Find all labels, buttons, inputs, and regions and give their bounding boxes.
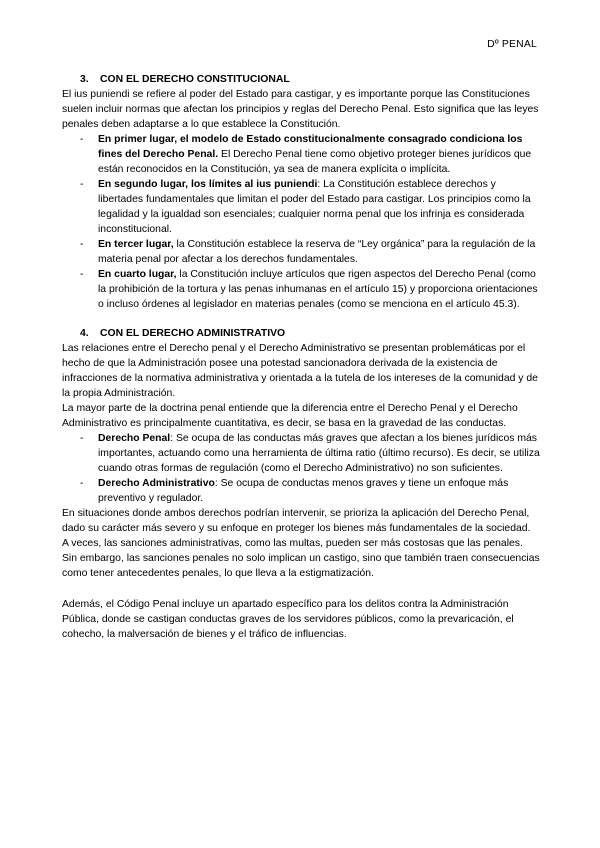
item-text: : La Constitución establece derechos y libertades fundamentales que limitan el poder del Estado para castigar. Los principios como la legalidad y la igualdad son esenciales; cualquier norma penal que los infrinja es considerada inconstitucional. <box>98 179 531 235</box>
item-text: : Se ocupa de conductas menos graves y tiene un enfoque más preventivo y regulador. <box>98 478 509 504</box>
item-bold: Derecho Administrativo <box>98 478 215 489</box>
section-3-heading <box>62 72 540 87</box>
section-4-list <box>62 431 540 506</box>
section-4-item-2 <box>62 476 540 506</box>
section-4-number: 4. <box>80 328 89 339</box>
item-text: la Constitución establece la reserva de “Ley orgánica” para la regulación de la materia penal por afectar a los derechos fundamentales. <box>98 239 536 265</box>
document-body <box>62 72 540 642</box>
section-4-paragraph-4: A veces, las sanciones administrativas, como las multas, pueden ser más costosas que las penales. Sin embargo, las sanciones penales no solo implican un castigo, sino que también traen consecuencias como tener antecedentes penales, lo que lleva a la estigmatización. <box>62 538 540 579</box>
section-3-intro: El ius puniendi se refiere al poder del Estado para castigar, y es importante porque las Constituciones suelen incluir normas que afectan los principios y reglas del Derecho Penal. Esto significa que las leyes penales deben adaptarse a lo que establece la Constitución. <box>62 89 539 130</box>
section-4-paragraph-1: Las relaciones entre el Derecho penal y el Derecho Administrativo se presentan problemáticas por el hecho de que la Administración posee una potestad sancionadora derivada de la existencia de infracciones de la normativa administrativa y orientada a la tutela de los intereses de la comunidad y de la propia Administración. <box>62 343 538 399</box>
section-3-item-4 <box>62 267 540 312</box>
item-bold: En segundo lugar, los límites al ius puniendi <box>98 179 318 190</box>
item-bold: En primer lugar, el modelo de Estado constitucionalmente consagrado condiciona los fines del Derecho Penal. <box>98 134 523 160</box>
section-4-heading <box>62 326 540 341</box>
item-text: la Constitución incluye artículos que rigen aspectos del Derecho Penal (como la prohibición de la tortura y las penas inhumanas en el artículo 15) y proporciona orientaciones o incluso órdenes al legislador en materias penales (como se menciona en el artículo 45.3). <box>98 269 538 310</box>
item-bold: En tercer lugar, <box>98 239 174 250</box>
item-text: : Se ocupa de las conductas más graves que afectan a los bienes jurídicos más importantes, actuando como una herramienta de última ratio (último recurso). Es decir, se utiliza cuando otras formas de regulación (como el Derecho Administrativo) no son suficientes. <box>98 433 540 474</box>
section-4-title: CON EL DERECHO ADMINISTRATIVO <box>100 328 286 339</box>
section-3-item-2 <box>62 177 540 237</box>
section-3-title: CON EL DERECHO CONSTITUCIONAL <box>100 74 290 85</box>
section-4-paragraph-5: Además, el Código Penal incluye un apartado específico para los delitos contra la Administración Pública, donde se castigan conductas graves de los servidores públicos, como la prevaricación, el cohecho, la malversación de bienes y el tráfico de influencias. <box>62 599 514 640</box>
section-4-paragraph-3: En situaciones donde ambos derechos podrían intervenir, se prioriza la aplicación del Derecho Penal, dado su carácter más severo y su enfoque en proteger los bienes más fundamentales de la sociedad. <box>62 508 531 534</box>
section-3-item-1 <box>62 132 540 177</box>
section-3-item-3 <box>62 237 540 267</box>
item-bold: Derecho Penal <box>98 433 171 444</box>
section-3-number: 3. <box>80 74 89 85</box>
section-3-list <box>62 132 540 312</box>
spacer <box>62 581 540 597</box>
page-header: Dº PENAL <box>487 39 537 50</box>
item-text: El Derecho Penal tiene como objetivo proteger bienes jurídicos que están reconocidos en la Constitución, ya sea de manera explícita o implícita. <box>98 149 532 175</box>
spacer <box>62 312 540 326</box>
section-4-paragraph-2: La mayor parte de la doctrina penal entiende que la diferencia entre el Derecho Penal y el Derecho Administrativo es principalmente cuantitativa, es decir, se basa en la gravedad de las conductas. <box>62 403 518 429</box>
section-4-item-1 <box>62 431 540 476</box>
item-bold: En cuarto lugar, <box>98 269 177 280</box>
